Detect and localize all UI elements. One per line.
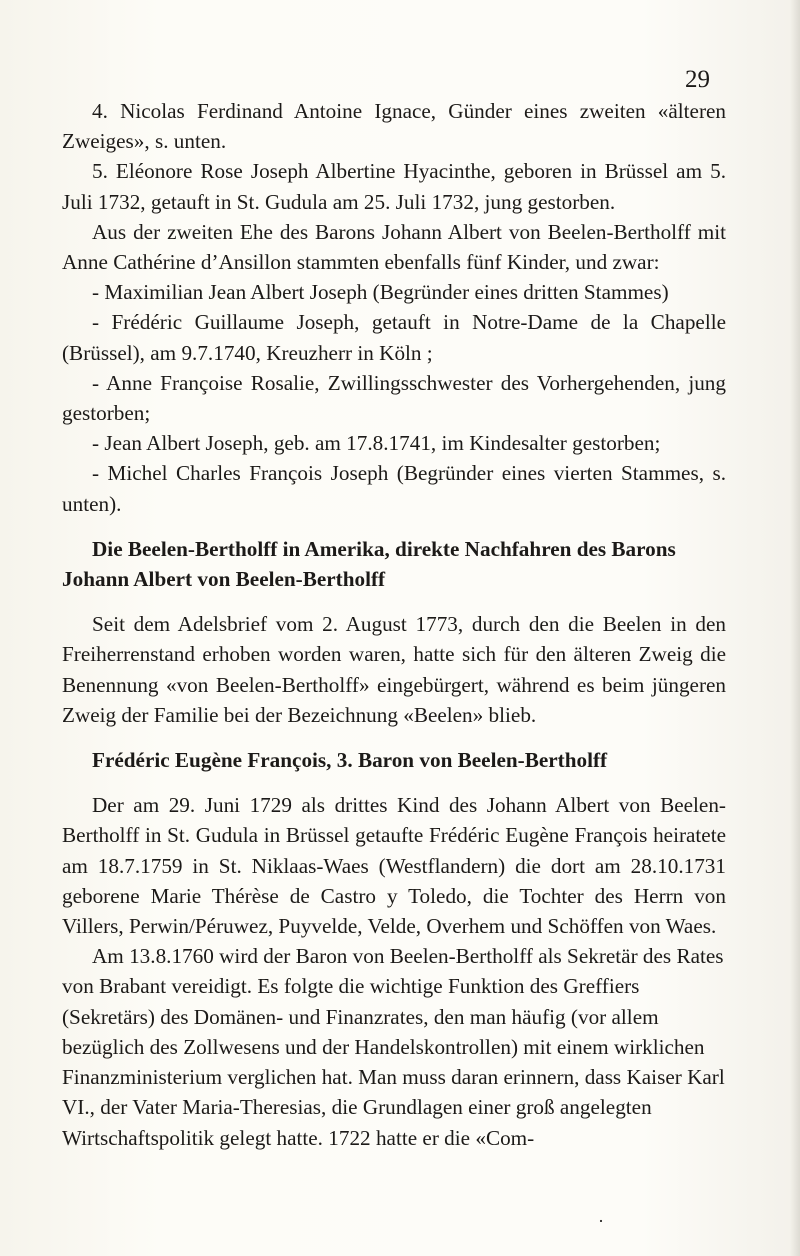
paragraph-child-5: 5. Eléonore Rose Joseph Albertine Hyacinthe, geboren in Brüssel am 5. Juli 1732, getauft in St. Gudula am 25. Juli 1732, jung gestorben.: [62, 159, 726, 214]
paragraph-second-marriage: Aus der zweiten Ehe des Barons Johann Albert von Beelen-Bertholff mit Anne Cathérine d’Ansillon stammten ebenfalls fünf Kinder, und zwar:: [62, 219, 726, 275]
body-text: [62, 96, 726, 1153]
list-item-maximilian: - Maximilian Jean Albert Joseph (Begründer eines dritten Stammes): [92, 280, 669, 305]
page-number: 29: [685, 66, 710, 93]
section-heading-frederic: Frédéric Eugène François, 3. Baron von Beelen-Bertholff: [92, 748, 608, 773]
paragraph-sekretaer: Am 13.8.1760 wird der Baron von Beelen-Bertholff als Sekretär des Rates von Brabant vereidigt. Es folgte die wichtige Funktion des Greffiers (Sekretärs) des Domänen- und Finanzrates, den man häufig (vor allem bezüglich des Zollwesens und der Handelskontrollen) mit einem wirklichen Finanzministerium verglichen hat. Man muss daran erinnern, dass Kaiser Karl VI., der Vater Maria-Theresias, die Grundlagen einer groß angelegten Wirtschaftspolitik gelegt hatte. 1722 hatte er die «Com-: [62, 944, 725, 1150]
footer-mark: ·: [598, 1211, 604, 1231]
section-heading-amerika: Die Beelen-Bertholff in Amerika, direkte Nachfahren des Barons Johann Albert von Beelen-Bertholff: [62, 536, 676, 592]
list-item-michel-charles: - Michel Charles François Joseph (Begründer eines vierten Stammes, s. unten).: [62, 461, 726, 516]
list-item-frederic-guillaume: - Frédéric Guillaume Joseph, getauft in Notre-Dame de la Chapelle (Brüssel), am 9.7.1740, Kreuzherr in Köln ;: [62, 310, 726, 365]
list-item-jean-albert: - Jean Albert Joseph, geb. am 17.8.1741, im Kindesalter gestorben;: [92, 431, 661, 456]
paragraph-adelsbrief: Seit dem Adelsbrief vom 2. August 1773, durch den die Beelen in den Freiherrenstand erhoben worden waren, hatte sich für den älteren Zweig die Benennung «von Beelen-Bertholff» eingebürgert, während es beim jüngeren Zweig der Familie bei der Bezeichnung «Beelen» blieb.: [62, 612, 726, 727]
list-item-anne-francoise: - Anne Françoise Rosalie, Zwillingsschwester des Vorhergehenden, jung gestorben;: [62, 370, 726, 426]
page-edge-shadow: [790, 0, 800, 1256]
paragraph-frederic-bio: Der am 29. Juni 1729 als drittes Kind des Johann Albert von Beelen-Bertholff in St. Gudula in Brüssel getaufte Frédéric Eugène François heiratete am 18.7.1759 in St. Niklaas-Waes (Westflandern) die dort am 28.10.1731 geborene Marie Thérèse de Castro y Toledo, die Tochter des Herrn von Villers, Perwin/Péruwez, Puyvelde, Velde, Overhem und Schöffen von Waes.: [62, 793, 726, 939]
paragraph-child-4: 4. Nicolas Ferdinand Antoine Ignace, Günder eines zweiten «älteren Zweiges», s. unten.: [62, 99, 726, 154]
